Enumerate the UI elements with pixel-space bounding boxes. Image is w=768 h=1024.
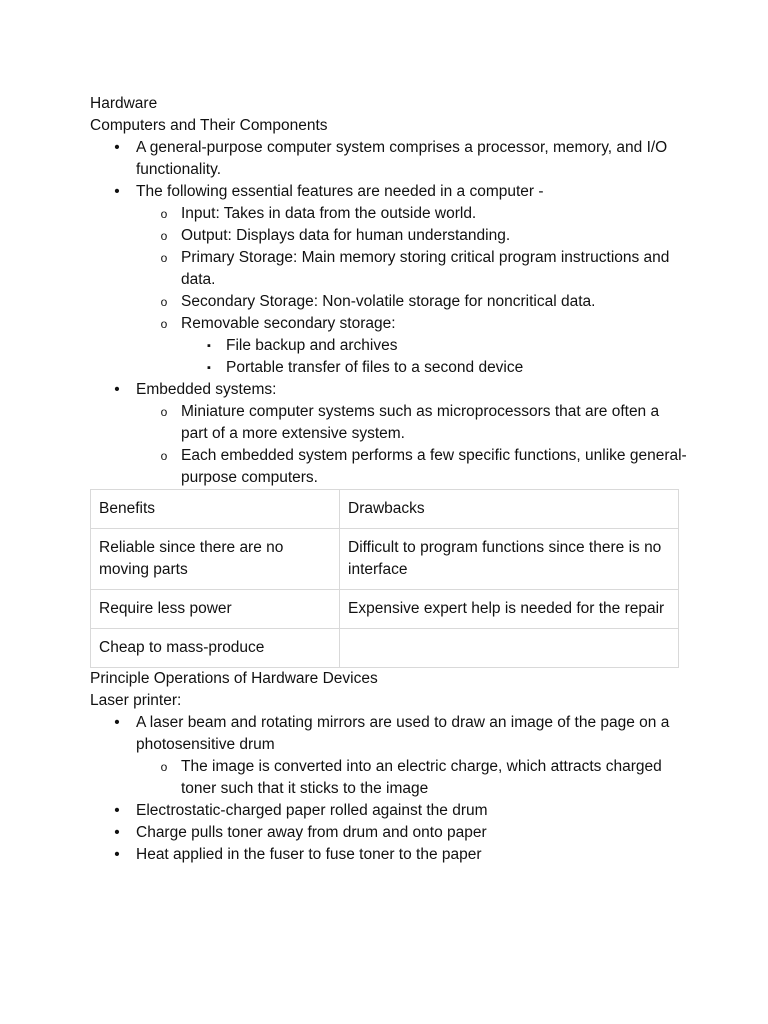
list-item — [90, 844, 690, 866]
table-row — [91, 629, 679, 668]
table-cell: Difficult to program functions since there is no interface — [340, 529, 679, 590]
list-item — [90, 137, 690, 181]
bullet-icon: • — [114, 824, 120, 841]
circle-bullet-icon: o — [160, 251, 168, 265]
bullet-text: Secondary Storage: Non-volatile storage for noncritical data. — [181, 293, 596, 310]
list-item — [90, 357, 690, 379]
bullet-text: Output: Displays data for human understanding. — [181, 227, 511, 244]
list-item — [90, 291, 690, 313]
bullet-text: Primary Storage: Main memory storing critical program instructions and data. — [181, 249, 670, 288]
section-title-operations: Principle Operations of Hardware Devices — [90, 670, 378, 687]
bullet-text: Heat applied in the fuser to fuse toner to the paper — [136, 846, 482, 863]
bullet-icon: • — [114, 183, 120, 200]
list-item — [90, 335, 690, 357]
list-item — [90, 247, 690, 291]
list-item — [90, 445, 690, 489]
bullet-text: Removable secondary storage: — [181, 315, 396, 332]
bullet-text: A general-purpose computer system comprises a processor, memory, and I/O functionality. — [136, 139, 668, 178]
square-bullet-icon: ▪ — [207, 340, 211, 352]
square-bullet-icon: ▪ — [207, 362, 211, 374]
table-row — [91, 590, 679, 629]
section-title-components: Computers and Their Components — [90, 117, 328, 134]
bullet-icon: • — [114, 802, 120, 819]
table-header-drawbacks: Drawbacks — [340, 490, 679, 529]
bullet-text: Electrostatic-charged paper rolled against the drum — [136, 802, 488, 819]
list-item — [90, 203, 690, 225]
list-item — [90, 800, 690, 822]
list-item — [90, 313, 690, 335]
circle-bullet-icon: o — [160, 229, 168, 243]
bullet-text: Miniature computer systems such as microprocessors that are often a part of a more extensive system. — [181, 403, 660, 442]
circle-bullet-icon: o — [160, 405, 168, 419]
list-item — [90, 822, 690, 844]
circle-bullet-icon: o — [160, 760, 168, 774]
circle-bullet-icon: o — [160, 207, 168, 221]
table-header-benefits: Benefits — [91, 490, 340, 529]
list-item — [90, 712, 690, 756]
components-list — [90, 137, 690, 489]
bullet-text: The following essential features are needed in a computer - — [136, 183, 544, 200]
table-row — [91, 529, 679, 590]
table-cell: Cheap to mass-produce — [91, 629, 340, 668]
document-content — [90, 93, 690, 866]
circle-bullet-icon: o — [160, 295, 168, 309]
bullet-text: A laser beam and rotating mirrors are used to draw an image of the page on a photosensitive drum — [136, 714, 670, 753]
bullet-icon: • — [114, 381, 120, 398]
table-header-row — [91, 490, 679, 529]
table-cell: Require less power — [91, 590, 340, 629]
subtitle-laser-printer: Laser printer: — [90, 692, 182, 709]
table-cell: Expensive expert help is needed for the repair — [340, 590, 679, 629]
bullet-text: Each embedded system performs a few specific functions, unlike general-purpose computers. — [181, 447, 687, 486]
table-cell: Reliable since there are no moving parts — [91, 529, 340, 590]
bullet-icon: • — [114, 714, 120, 731]
list-item — [90, 225, 690, 247]
bullet-text: Embedded systems: — [136, 381, 277, 398]
list-item — [90, 756, 690, 800]
benefits-drawbacks-table — [90, 489, 679, 668]
circle-bullet-icon: o — [160, 449, 168, 463]
list-item — [90, 181, 690, 203]
table-cell — [340, 629, 679, 668]
bullet-text: The image is converted into an electric charge, which attracts charged toner such that it sticks to the image — [181, 758, 662, 797]
circle-bullet-icon: o — [160, 317, 168, 331]
list-item — [90, 401, 690, 445]
laser-printer-list — [90, 712, 690, 866]
bullet-text: File backup and archives — [226, 337, 398, 354]
bullet-text: Portable transfer of files to a second device — [226, 359, 524, 376]
heading-hardware: Hardware — [90, 95, 158, 112]
bullet-icon: • — [114, 139, 120, 156]
bullet-text: Charge pulls toner away from drum and onto paper — [136, 824, 487, 841]
bullet-icon: • — [114, 846, 120, 863]
list-item — [90, 379, 690, 401]
bullet-text: Input: Takes in data from the outside world. — [181, 205, 477, 222]
